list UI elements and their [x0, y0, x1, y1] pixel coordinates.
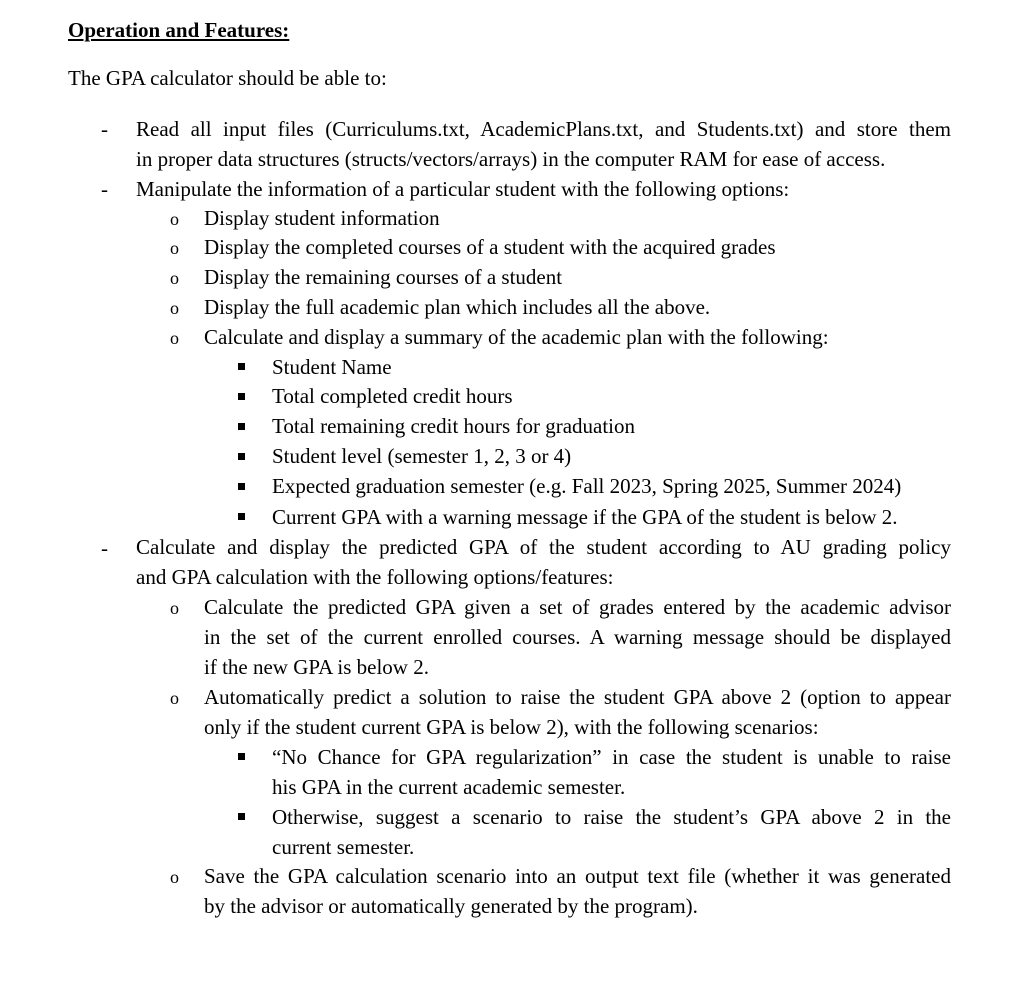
summary-item-student-name: Student Name: [272, 355, 392, 379]
summary-item-total-completed: Total completed credit hours: [272, 384, 513, 408]
sub-item-auto-predict-line1: Automatically predict a solution to raise the student GPA above 2 (option to appear: [204, 685, 951, 709]
list-item-read-files-line1: Read all input files (Curriculums.txt, AcademicPlans.txt, and Students.txt) and store them: [136, 117, 951, 141]
summary-item-student-level: Student level (semester 1, 2, 3 or 4): [272, 444, 572, 468]
sub-item-display-remaining: Display the remaining courses of a student: [204, 265, 563, 289]
circle-bullet-marker: o: [170, 598, 179, 618]
sub-item-display-info: Display student information: [204, 206, 440, 230]
dash-bullet-marker: -: [101, 177, 108, 201]
square-bullet-marker: [238, 483, 245, 490]
sub-item-save-scenario-line2: by the advisor or automatically generated by the program).: [204, 894, 698, 918]
circle-bullet-marker: o: [170, 688, 179, 708]
summary-item-expected-graduation: Expected graduation semester (e.g. Fall 2023, Spring 2025, Summer 2024): [272, 474, 902, 498]
scenario-item-no-chance-line2: his GPA in the current academic semester.: [272, 775, 626, 799]
summary-item-total-remaining: Total remaining credit hours for graduation: [272, 414, 635, 438]
list-item-predicted-gpa-line2: and GPA calculation with the following options/features:: [136, 565, 614, 589]
sub-item-given-grades-line2: in the set of the current enrolled courses. A warning message should be displayed: [204, 625, 951, 649]
dash-bullet-marker: -: [101, 117, 108, 141]
summary-item-current-gpa: Current GPA with a warning message if the GPA of the student is below 2.: [272, 505, 898, 529]
square-bullet-marker: [238, 363, 245, 370]
scenario-item-no-chance-line1: “No Chance for GPA regularization” in case the student is unable to raise: [272, 745, 951, 769]
list-item-manipulate: Manipulate the information of a particular student with the following options:: [136, 177, 790, 201]
sub-item-save-scenario-line1: Save the GPA calculation scenario into an output text file (whether it was generated: [204, 864, 951, 888]
circle-bullet-marker: o: [170, 328, 179, 348]
square-bullet-marker: [238, 753, 245, 760]
scenario-item-otherwise-line1: Otherwise, suggest a scenario to raise the student’s GPA above 2 in the: [272, 805, 951, 829]
sub-item-given-grades-line3: if the new GPA is below 2.: [204, 655, 429, 679]
circle-bullet-marker: o: [170, 209, 179, 229]
square-bullet-marker: [238, 423, 245, 430]
sub-item-given-grades-line1: Calculate the predicted GPA given a set of grades entered by the academic advisor: [204, 595, 951, 619]
square-bullet-marker: [238, 513, 245, 520]
square-bullet-marker: [238, 453, 245, 460]
circle-bullet-marker: o: [170, 867, 179, 887]
circle-bullet-marker: o: [170, 238, 179, 258]
sub-item-display-completed: Display the completed courses of a student with the acquired grades: [204, 235, 776, 259]
section-heading: Operation and Features:: [68, 18, 290, 42]
scenario-item-otherwise-line2: current semester.: [272, 835, 415, 859]
list-item-predicted-gpa-line1: Calculate and display the predicted GPA of the student according to AU grading policy: [136, 535, 951, 559]
square-bullet-marker: [238, 393, 245, 400]
sub-item-display-full: Display the full academic plan which includes all the above.: [204, 295, 711, 319]
dash-bullet-marker: -: [101, 536, 108, 560]
circle-bullet-marker: o: [170, 298, 179, 318]
sub-item-summary: Calculate and display a summary of the academic plan with the following:: [204, 325, 829, 349]
sub-item-auto-predict-line2: only if the student current GPA is below 2), with the following scenarios:: [204, 715, 819, 739]
list-item-read-files-line2: in proper data structures (structs/vectors/arrays) in the computer RAM for ease of access.: [136, 147, 886, 171]
circle-bullet-marker: o: [170, 268, 179, 288]
square-bullet-marker: [238, 813, 245, 820]
intro-text: The GPA calculator should be able to:: [68, 66, 387, 90]
